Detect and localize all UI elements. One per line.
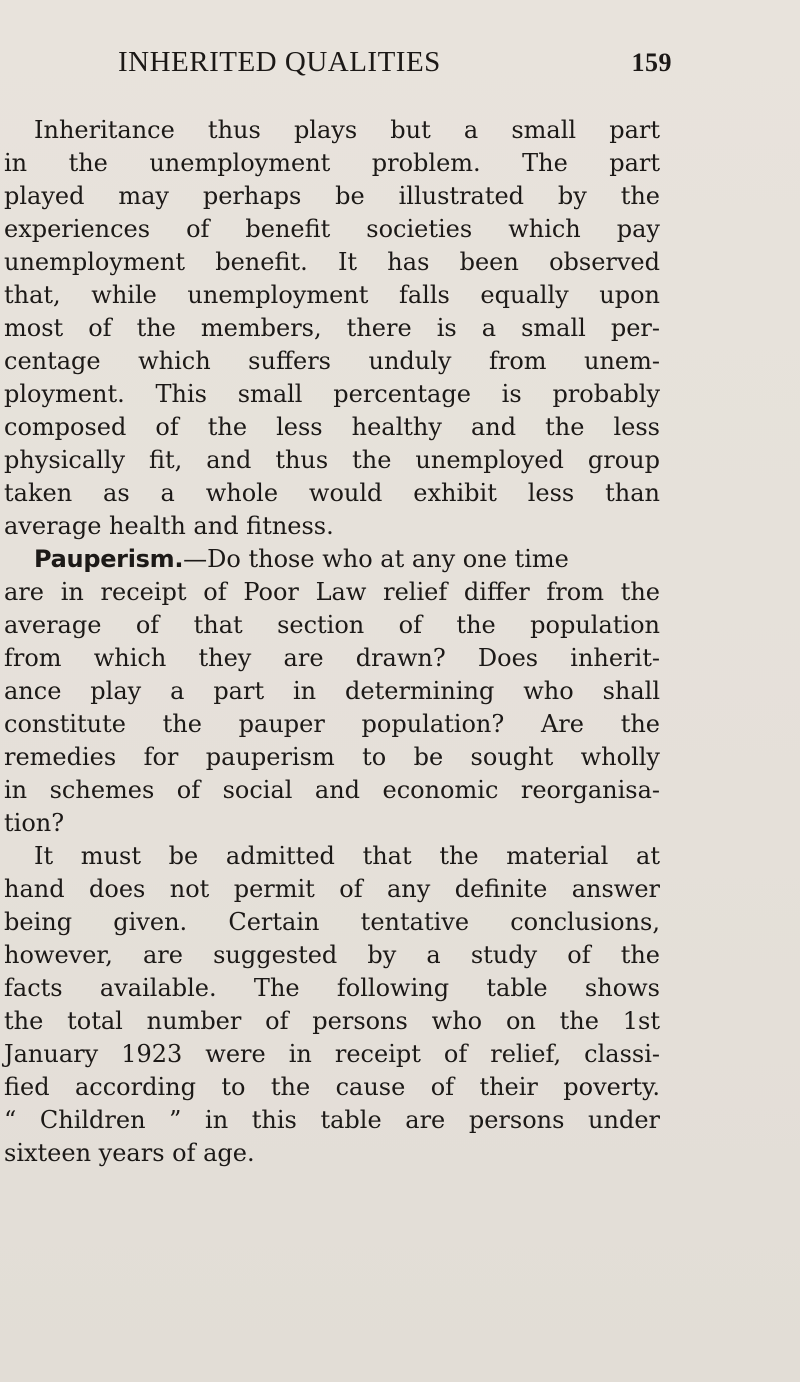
page-number: 159 [631, 48, 672, 77]
text-line-continuation: —Do those who at any one time [183, 545, 569, 573]
text-line: facts available. The following table shows [4, 974, 660, 1002]
text-line: average health and fitness. [4, 512, 334, 540]
text-line: are in receipt of Poor Law relief differ from the [4, 578, 660, 606]
text-line: in schemes of social and economic reorganisa- [4, 776, 660, 804]
text-line: unemployment benefit. It has been observed [4, 248, 660, 276]
text-line: January 1923 were in receipt of relief, classi- [4, 1040, 660, 1068]
text-line: however, are suggested by a study of the [4, 941, 660, 969]
text-line: Inheritance thus plays but a small part [34, 116, 660, 144]
text-line: experiences of benefit societies which pay [4, 215, 660, 243]
text-line: “ Children ” in this table are persons under [4, 1106, 660, 1134]
text-line: constitute the pauper population? Are the [4, 710, 660, 738]
text-line: sixteen years of age. [4, 1139, 255, 1167]
text-line: most of the members, there is a small per- [4, 314, 660, 342]
running-head [118, 46, 672, 86]
text-line: fied according to the cause of their poverty. [4, 1073, 660, 1101]
text-line: taken as a whole would exhibit less than [4, 479, 660, 507]
text-line: from which they are drawn? Does inherit- [4, 644, 660, 672]
text-line: remedies for pauperism to be sought wholly [4, 743, 660, 771]
text-line: centage which suffers unduly from unem- [4, 347, 660, 375]
running-head-title: INHERITED QUALITIES [118, 46, 441, 78]
text-line: being given. Certain tentative conclusions, [4, 908, 660, 936]
text-line: average of that section of the population [4, 611, 660, 639]
text-line: ployment. This small percentage is probably [4, 380, 660, 408]
section-heading: Pauperism. [34, 545, 184, 573]
text-line: in the unemployment problem. The part [4, 149, 660, 177]
text-line: hand does not permit of any definite answer [4, 875, 660, 903]
text-line: tion? [4, 809, 65, 837]
text-line: played may perhaps be illustrated by the [4, 182, 660, 210]
text-line: composed of the less healthy and the less [4, 413, 660, 441]
text-line: ance play a part in determining who shall [4, 677, 660, 705]
text-line: physically fit, and thus the unemployed group [4, 446, 660, 474]
text-line: that, while unemployment falls equally upon [4, 281, 660, 309]
text-line: It must be admitted that the material at [34, 842, 660, 870]
text-line: the total number of persons who on the 1st [4, 1007, 660, 1035]
